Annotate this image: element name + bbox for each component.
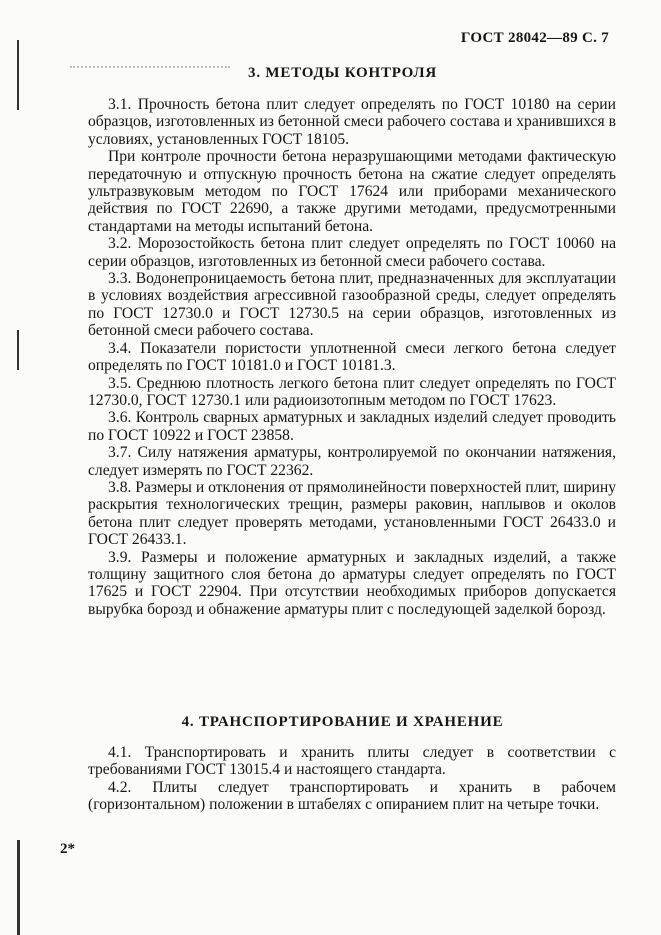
paragraph-3-8: 3.8. Размеры и отклонения от прямолинейности поверхностей плит, ширину раскрытия технологических трещин, размеры раковин, наплывов и околов бетона плит следует проверять методами, установленными ГОСТ 26433.0 и ГОСТ 26433.1.: [88, 478, 616, 549]
section-4-title: 4. ТРАНСПОРТИРОВАНИЕ И ХРАНЕНИЕ: [181, 714, 504, 730]
section-4-body: [88, 744, 616, 814]
paragraph-4-2: 4.2. Плиты следует транспортировать и хранить в рабочем (горизонтальном) положении в штабелях с опиранием плит на четыре точки.: [88, 778, 616, 814]
page-header: ГОСТ 28042—89 С. 7: [460, 30, 609, 46]
signature-mark: 2*: [60, 841, 75, 857]
paragraph-3-4: 3.4. Показатели пористости уплотненной смеси легкого бетона следует определять по ГОСТ 10181.0 и ГОСТ 10181.3.: [88, 339, 616, 375]
paragraph-3-1-note: При контроле прочности бетона неразрушающими методами фактическую передаточную и отпускную прочность бетона на сжатие следует определять ультразвуковым методом по ГОСТ 17624 или приборами механического действия по ГОСТ 22690, а также другими методами, предусмотренными стандартами на методы испытаний бетона.: [88, 148, 616, 235]
paragraph-3-5: 3.5. Среднюю плотность легкого бетона плит следует определять по ГОСТ 12730.0, ГОСТ 12730.1 или радиоизотопным методом по ГОСТ 17623.: [88, 374, 616, 409]
paragraph-3-7: 3.7. Силу натяжения арматуры, контролируемой по окончании натяжения, следует измерять по ГОСТ 22362.: [88, 444, 616, 479]
paragraph-4-1: 4.1. Транспортировать и хранить плиты следует в соответствии с требованиями ГОСТ 13015.4 и настоящего стандарта.: [88, 744, 616, 779]
paragraph-3-2: 3.2. Морозостойкость бетона плит следует определять по ГОСТ 10060 на серии образцов, изготовленных из бетонной смеси рабочего состава.: [88, 235, 616, 270]
section-3-body: [88, 96, 616, 618]
section-3-title: 3. МЕТОДЫ КОНТРОЛЯ: [248, 65, 437, 81]
paragraph-3-6: 3.6. Контроль сварных арматурных и закладных изделий следует проводить по ГОСТ 10922 и ГОСТ 23858.: [88, 409, 616, 444]
scan-edge-mark: [17, 330, 19, 370]
paragraph-3-9: 3.9. Размеры и положение арматурных и закладных изделий, а также толщину защитного слоя бетона до арматуры следует определять по ГОСТ 17625 и ГОСТ 22904. При отсутствии необходимых приборов допускается вырубка борозд и обнажение арматуры плит с последующей заделкой борозд.: [88, 548, 616, 618]
scan-edge-mark: [17, 840, 20, 935]
paragraph-3-1: 3.1. Прочность бетона плит следует определять по ГОСТ 10180 на серии образцов, изготовленных из бетонной смеси рабочего состава и хранившихся в условиях, установленных ГОСТ 18105.: [88, 96, 616, 148]
paragraph-3-3: 3.3. Водонепроницаемость бетона плит, предназначенных для эксплуатации в условиях воздействия агрессивной газообразной среды, следует определять по ГОСТ 12730.0 и ГОСТ 12730.5 на серии образцов, изготовленных из бетонной смеси рабочего состава.: [88, 270, 616, 340]
